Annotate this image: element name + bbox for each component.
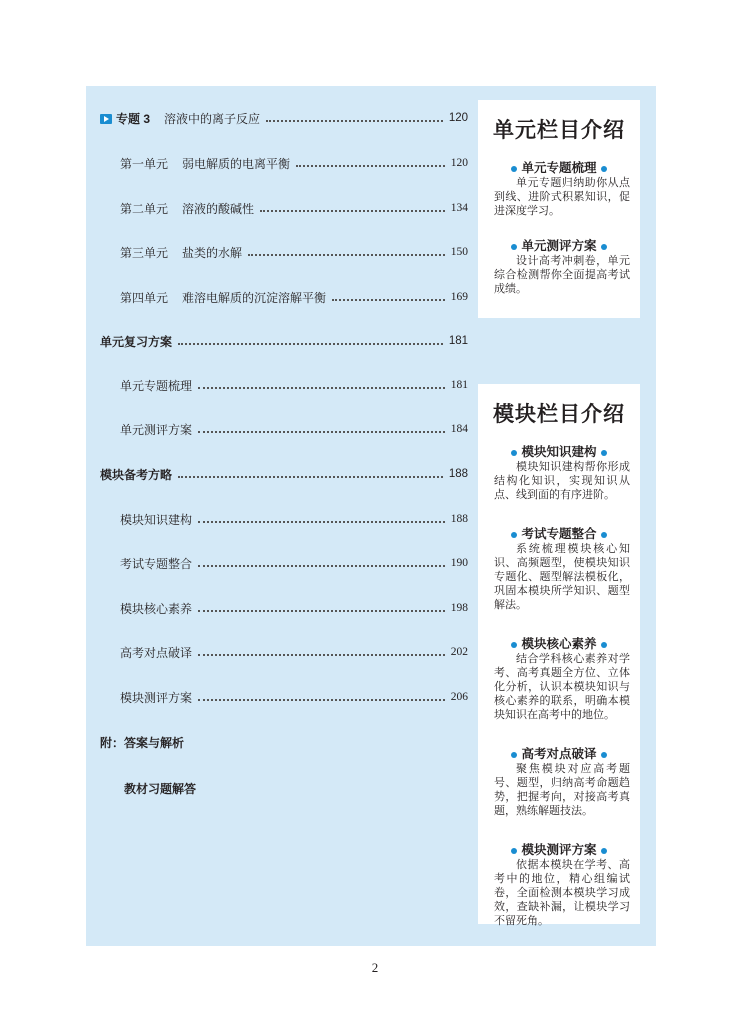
card-item-text: 模块知识建构帮你形成结构化知识，实现知识从点、线到面的有序进阶。 xyxy=(494,461,630,501)
item-name: 模块测评方案 xyxy=(120,690,193,705)
card-item-text: 聚焦模块对应高考题号、题型，归纳高考命题趋势，把握考向，对接高考真题，熟练解题技法。 xyxy=(494,763,630,817)
page-ref: 198 xyxy=(450,602,468,614)
page-ref: 188 xyxy=(450,513,468,525)
page-ref: 181 xyxy=(448,335,468,347)
leader-dots xyxy=(198,521,445,523)
item-name: 考试专题整合 xyxy=(120,556,193,571)
leader-dots xyxy=(198,431,445,433)
toc-unit-1[interactable] xyxy=(120,152,468,174)
toc-module-item-3[interactable] xyxy=(120,597,468,619)
card-item-text: 结合学科核心素养对学考、高考真题全方位、立体化分析，认识本模块知识与核心素养的联系，明确本模块知识在高考中的地位。 xyxy=(494,653,630,721)
unit-name: 弱电解质的电离平衡 xyxy=(182,156,291,171)
bullet-dot-icon xyxy=(601,642,607,648)
leader-dots xyxy=(198,387,445,389)
topic-name: 溶液中的离子反应 xyxy=(164,111,261,126)
unit-number: 第一单元 xyxy=(120,156,169,171)
toc-unit-3[interactable] xyxy=(120,241,468,263)
leader-dots xyxy=(178,476,443,478)
toc-review-item-1[interactable] xyxy=(120,374,468,396)
card-title: 模块栏目介绍 xyxy=(493,403,625,426)
unit-number: 第三单元 xyxy=(120,245,169,260)
topic-badge: 专题 3 xyxy=(116,111,151,126)
card-item-title: 模块核心素养 xyxy=(478,634,640,652)
leader-dots xyxy=(178,343,443,345)
bullet-dot-icon xyxy=(511,166,517,172)
toc-unit-4[interactable] xyxy=(120,286,468,308)
bullet-dot-icon xyxy=(601,450,607,456)
toc-review-item-2[interactable] xyxy=(120,418,468,440)
toc-topic-3[interactable] xyxy=(100,107,468,129)
page-ref: 120 xyxy=(450,157,468,169)
item-name: 高考对点破译 xyxy=(120,645,193,660)
toc-module-item-2[interactable] xyxy=(120,552,468,574)
bullet-dot-icon xyxy=(511,752,517,758)
page-ref: 206 xyxy=(450,691,468,703)
bullet-dot-icon xyxy=(511,244,517,250)
toc-appendix[interactable]: 附：答案与解析 xyxy=(100,736,185,750)
play-icon xyxy=(100,114,112,124)
card-title: 单元栏目介绍 xyxy=(493,119,625,142)
unit-number: 第四单元 xyxy=(120,290,169,305)
page-ref: 181 xyxy=(450,379,468,391)
leader-dots xyxy=(332,299,445,301)
bullet-dot-icon xyxy=(601,244,607,250)
unit-section-intro-card xyxy=(478,100,640,318)
unit-name: 难溶电解质的沉淀溶解平衡 xyxy=(182,290,327,305)
bullet-dot-icon xyxy=(511,532,517,538)
bullet-dot-icon xyxy=(601,752,607,758)
toc-module-item-4[interactable] xyxy=(120,641,468,663)
leader-dots xyxy=(198,654,445,656)
page-ref: 120 xyxy=(448,112,468,124)
page-ref: 169 xyxy=(450,291,468,303)
item-name: 单元专题梳理 xyxy=(120,378,193,393)
card-item-title: 单元测评方案 xyxy=(478,236,640,254)
item-name: 单元测评方案 xyxy=(120,422,193,437)
bullet-dot-icon xyxy=(511,642,517,648)
card-item-text: 系统梳理模块核心知识、高频题型，使模块知识专题化、题型解法模板化，巩固本模块所学知识、题型解法。 xyxy=(494,543,630,611)
leader-dots xyxy=(260,210,445,212)
card-item-title: 考试专题整合 xyxy=(478,524,640,542)
page-ref: 202 xyxy=(450,646,468,658)
section-label: 模块备考方略 xyxy=(100,467,173,482)
page-ref: 134 xyxy=(450,202,468,214)
bullet-dot-icon xyxy=(601,848,607,854)
leader-dots xyxy=(266,120,443,122)
leader-dots xyxy=(198,699,445,701)
toc-module-item-5[interactable] xyxy=(120,686,468,708)
page-ref: 150 xyxy=(450,246,468,258)
page-ref: 184 xyxy=(450,423,468,435)
bullet-dot-icon xyxy=(511,848,517,854)
leader-dots xyxy=(296,165,445,167)
leader-dots xyxy=(248,254,445,256)
module-section-intro-card xyxy=(478,384,640,927)
card-item-title: 模块测评方案 xyxy=(478,840,640,858)
item-name: 模块核心素养 xyxy=(120,601,193,616)
item-name: 模块知识建构 xyxy=(120,512,193,527)
page-ref: 190 xyxy=(450,557,468,569)
bullet-dot-icon xyxy=(601,532,607,538)
bullet-dot-icon xyxy=(511,450,517,456)
unit-number: 第二单元 xyxy=(120,201,169,216)
card-item-title: 模块知识建构 xyxy=(478,442,640,460)
leader-dots xyxy=(198,565,445,567)
toc-module-strategy[interactable] xyxy=(100,463,468,485)
card-item-text: 设计高考冲刺卷，单元综合检测帮你全面提高考试成绩。 xyxy=(494,255,630,295)
card-item-text: 依据本模块在学考、高考中的地位，精心组编试卷，全面检测本模块学习成效，查缺补漏，让模块学习不留死角。 xyxy=(494,859,630,927)
leader-dots xyxy=(198,610,445,612)
section-label: 单元复习方案 xyxy=(100,334,173,349)
toc-appendix-sub[interactable]: 教材习题解答 xyxy=(124,782,197,796)
toc-module-item-1[interactable] xyxy=(120,508,468,530)
toc-unit-2[interactable] xyxy=(120,197,468,219)
card-item-title: 高考对点破译 xyxy=(478,744,640,762)
bullet-dot-icon xyxy=(601,166,607,172)
card-item-title: 单元专题梳理 xyxy=(478,158,640,176)
card-item-text: 单元专题归纳助你从点到线、进阶式积累知识，促进深度学习。 xyxy=(494,177,630,217)
unit-name: 溶液的酸碱性 xyxy=(182,201,255,216)
toc-unit-review[interactable] xyxy=(100,330,468,352)
page-number: 2 xyxy=(371,960,379,975)
unit-name: 盐类的水解 xyxy=(182,245,243,260)
page-ref: 188 xyxy=(448,468,468,480)
